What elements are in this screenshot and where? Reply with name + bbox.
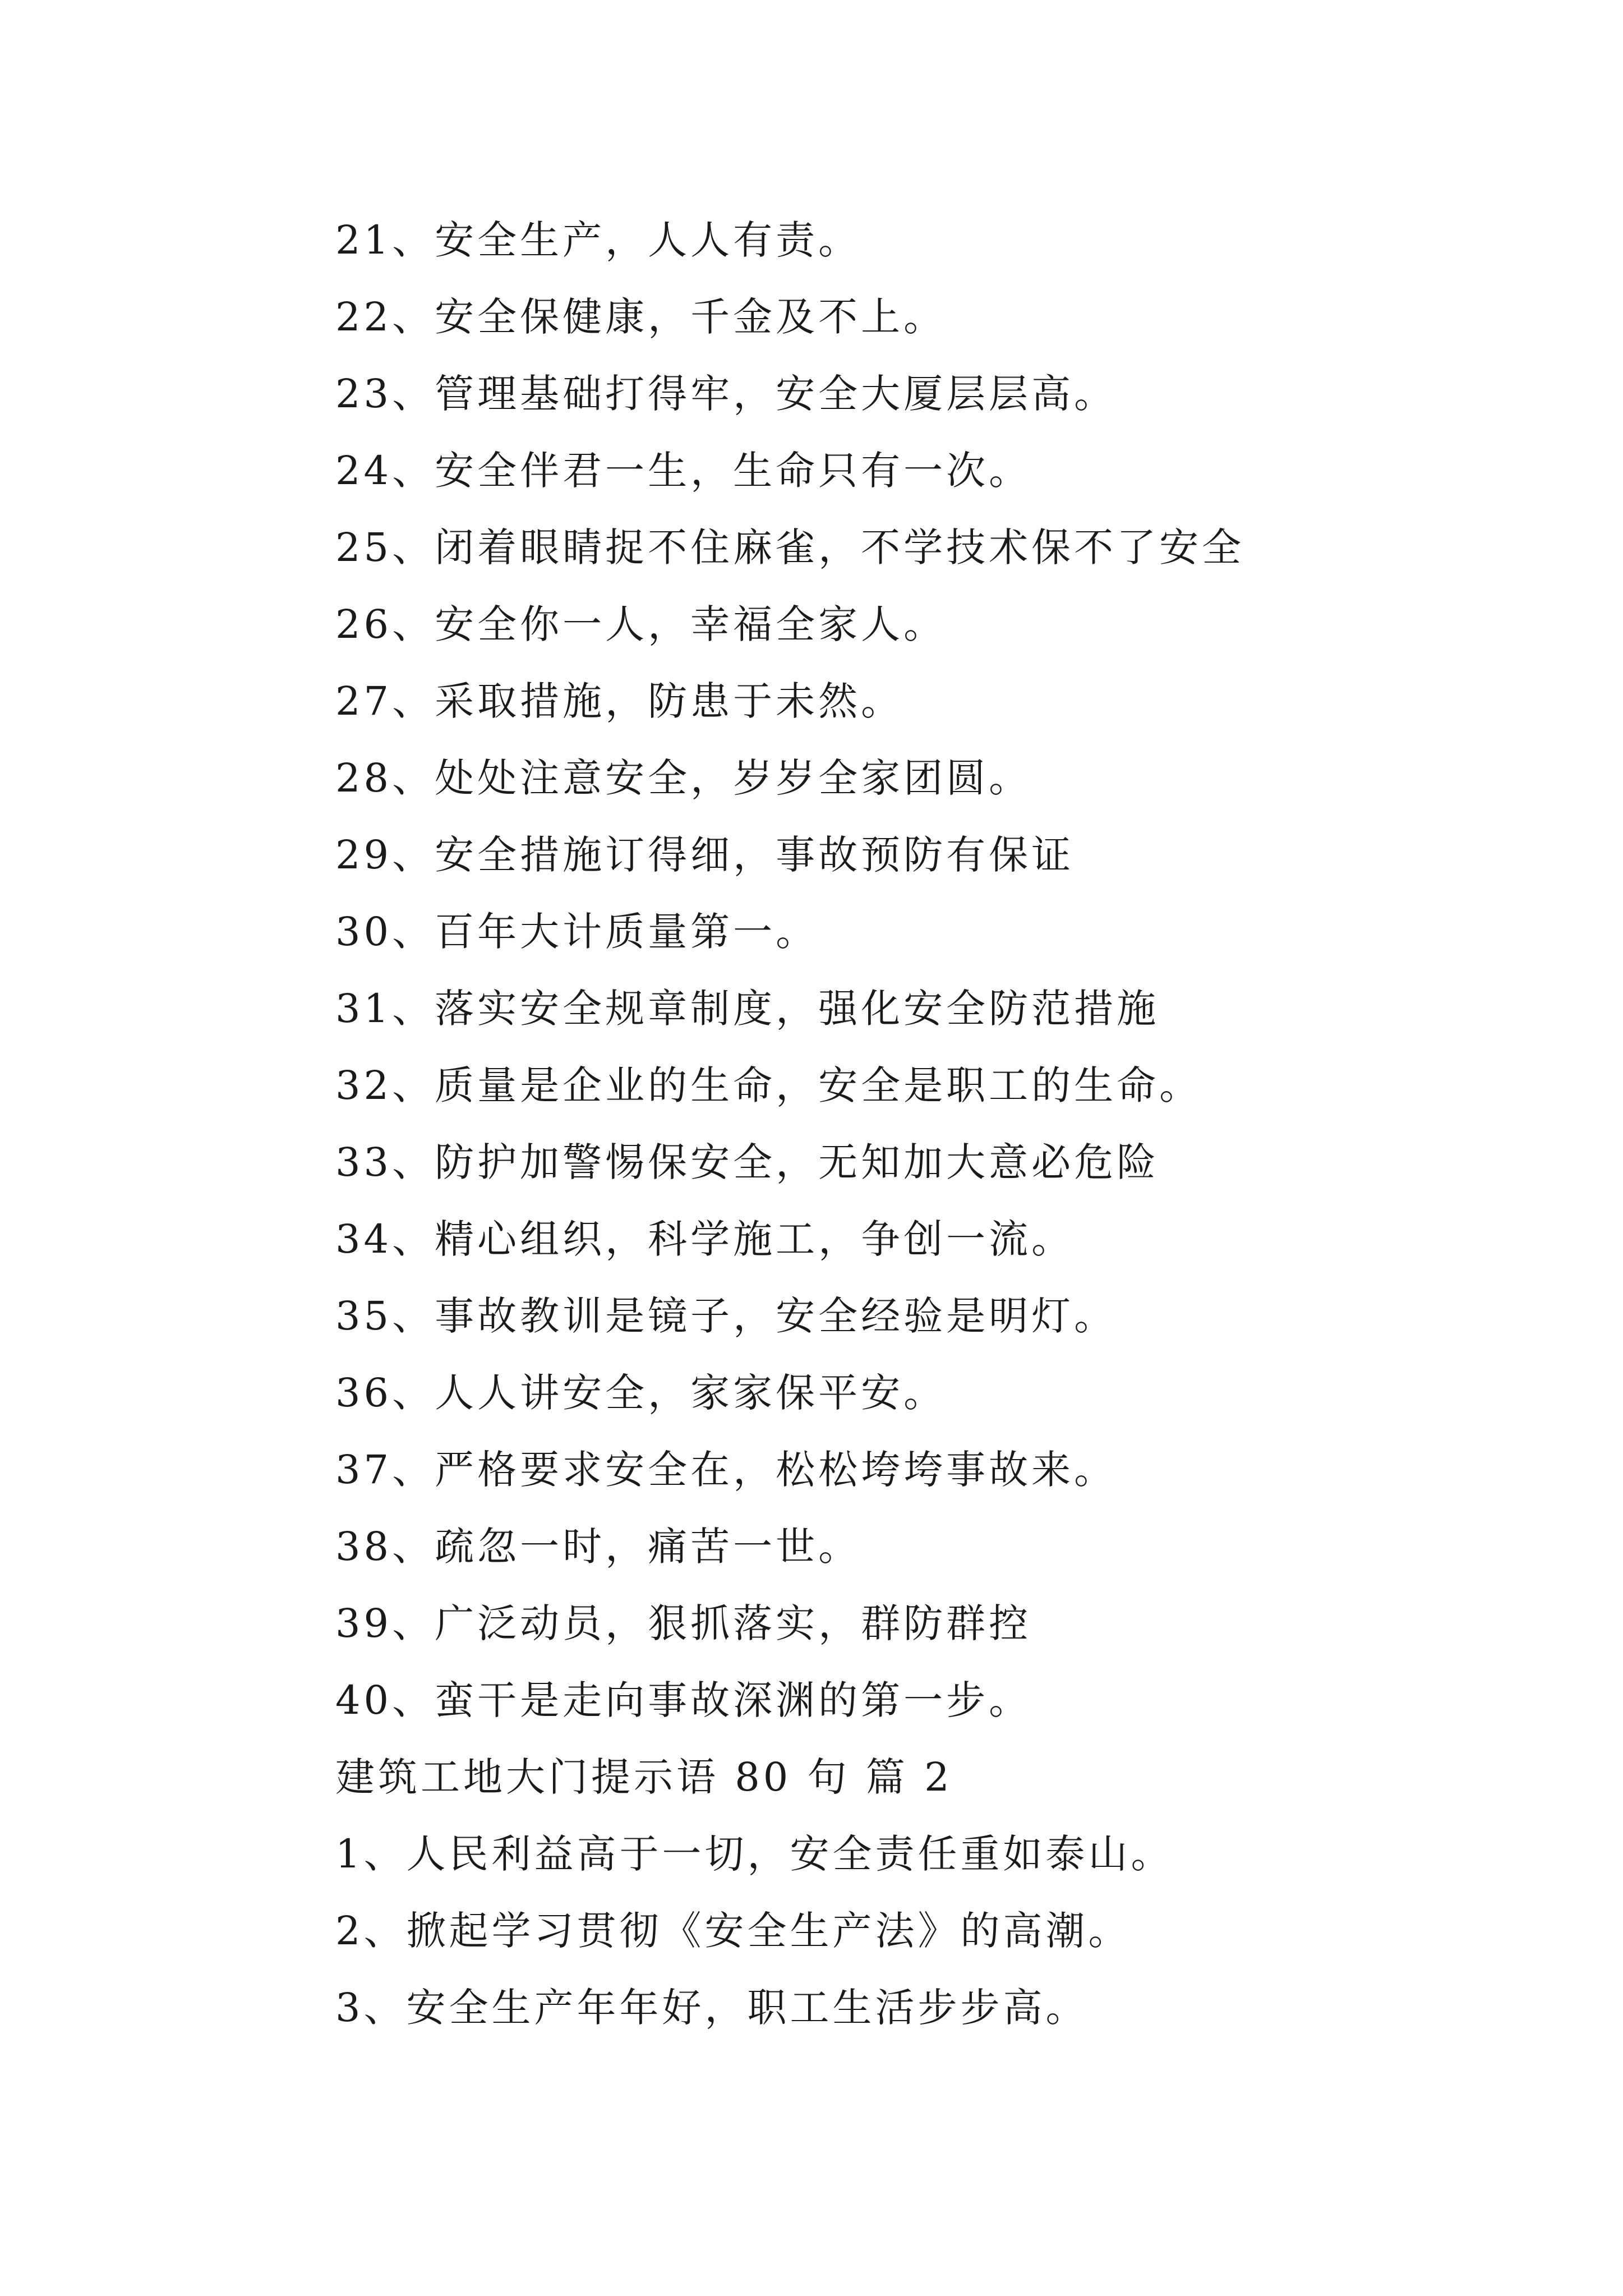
slogan-line: 33、防护加警惕保安全，无知加大意必危险 — [335, 1139, 1160, 1185]
slogan-line: 37、严格要求安全在，松松垮垮事故来。 — [335, 1447, 1117, 1493]
slogan-line: 31、落实安全规章制度，强化安全防范措施 — [335, 986, 1160, 1032]
slogan-line: 25、闭着眼睛捉不住麻雀，不学技术保不了安全 — [335, 524, 1245, 570]
slogan-line: 23、管理基础打得牢，安全大厦层层高。 — [335, 371, 1117, 417]
slogan-line: 34、精心组织，科学施工，争创一流。 — [335, 1216, 1075, 1262]
slogan-line: 21、安全生产，人人有责。 — [335, 217, 861, 263]
slogan-line: 26、安全你一人，幸福全家人。 — [335, 601, 947, 647]
slogan-line: 32、质量是企业的生命，安全是职工的生命。 — [335, 1062, 1202, 1108]
slogan-line: 39、广泛动员，狠抓落实，群防群控 — [335, 1600, 1032, 1646]
slogan-line: 29、安全措施订得细，事故预防有保证 — [335, 832, 1075, 878]
slogan-line: 2、掀起学习贯彻《安全生产法》的高潮。 — [335, 1908, 1131, 1954]
slogan-line: 27、采取措施，防患于未然。 — [335, 678, 904, 724]
slogan-line: 30、百年大计质量第一。 — [335, 909, 819, 955]
slogan-line: 22、安全保健康，千金及不上。 — [335, 294, 947, 340]
document-body — [335, 202, 1513, 2046]
section-heading: 建筑工地大门提示语 80 句 篇 2 — [335, 1754, 953, 1800]
slogan-line: 36、人人讲安全，家家保平安。 — [335, 1370, 947, 1416]
slogan-line: 1、人民利益高于一切，安全责任重如泰山。 — [335, 1831, 1174, 1877]
slogan-line: 35、事故教训是镜子，安全经验是明灯。 — [335, 1293, 1117, 1339]
slogan-line: 3、安全生产年年好，职工生活步步高。 — [335, 1985, 1089, 2031]
slogan-line: 40、蛮干是走向事故深渊的第一步。 — [335, 1677, 1032, 1723]
slogan-line: 38、疏忽一时，痛苦一世。 — [335, 1524, 861, 1570]
slogan-line: 28、处处注意安全，岁岁全家团圆。 — [335, 755, 1032, 801]
slogan-line: 24、安全伴君一生，生命只有一次。 — [335, 448, 1032, 494]
